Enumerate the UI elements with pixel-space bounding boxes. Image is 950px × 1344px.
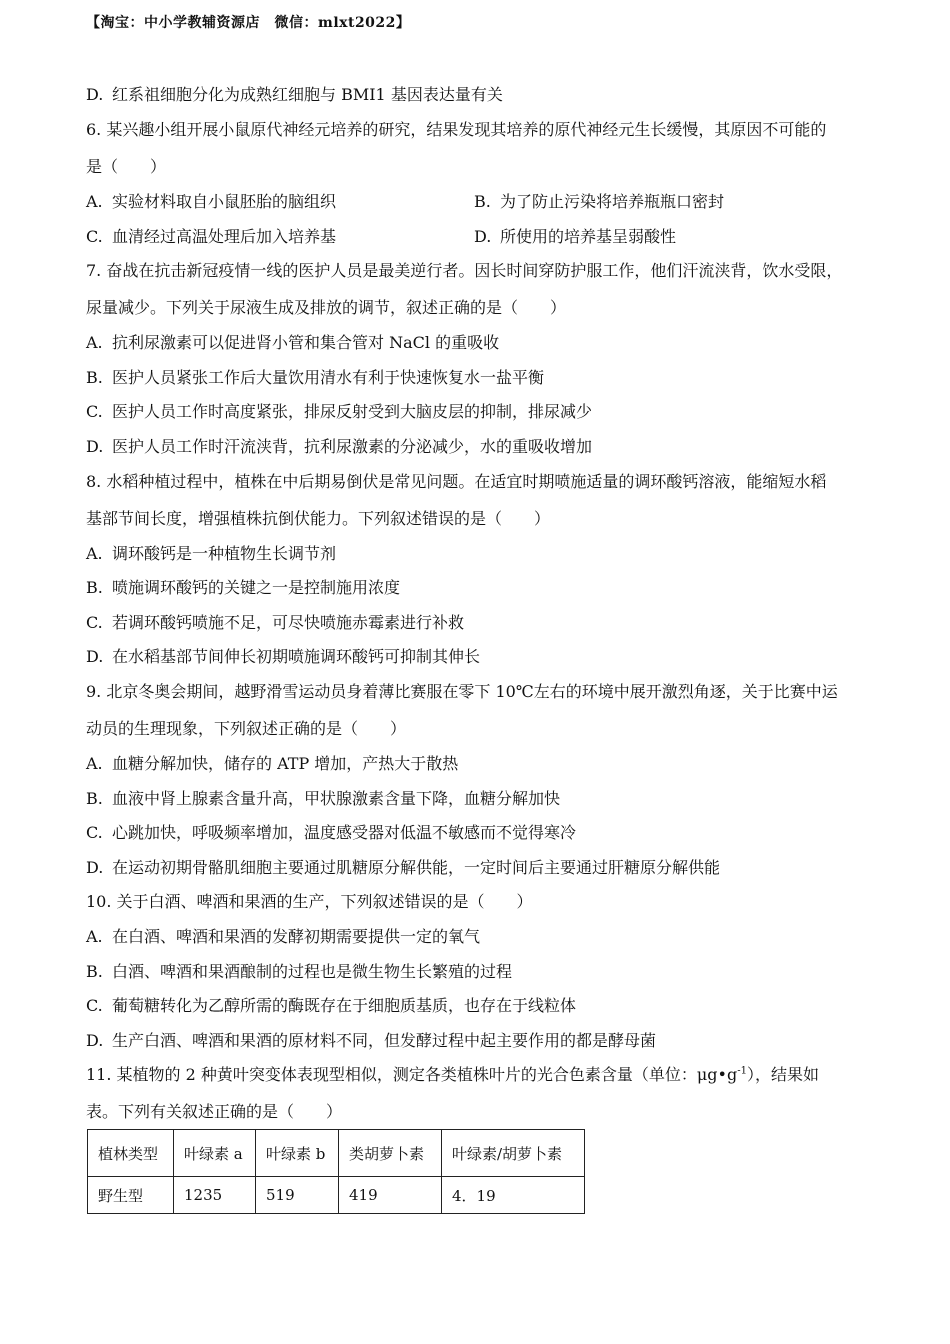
q9-stem-line2: 动员的生理现象，下列叙述正确的是（ ） xyxy=(86,719,407,738)
table-header-cell: 叶绿素 b xyxy=(256,1130,339,1177)
q6-stem-line2: 是（ ） xyxy=(86,157,167,176)
q7-stem-line2: 尿量减少。下列关于尿液生成及排放的调节，叙述正确的是（ ） xyxy=(86,298,567,317)
option-text: 白酒、啤酒和果酒酿制的过程也是微生物生长繁殖的过程 xyxy=(112,962,513,981)
table-row xyxy=(88,1177,585,1214)
table-header-cell: 植林类型 xyxy=(88,1130,174,1177)
table-cell: 1235 xyxy=(174,1177,256,1214)
q6-option-d xyxy=(474,224,676,247)
q10-option-d xyxy=(86,1028,656,1051)
option-letter: B. xyxy=(474,192,491,211)
q5-option-d xyxy=(86,82,503,105)
option-text: 在水稻基部节间伸长初期喷施调环酸钙可抑制其伸长 xyxy=(112,647,481,666)
option-letter: A. xyxy=(86,192,103,211)
option-text: 心跳加快，呼吸频率增加，温度感受器对低温不敏感而不觉得寒冷 xyxy=(112,823,577,842)
q11-unit-exponent: -1 xyxy=(737,1065,747,1077)
table-header-cell: 叶绿素/胡萝卜素 xyxy=(442,1130,585,1177)
option-text: 红系祖细胞分化为成熟红细胞与 BMI1 基因表达量有关 xyxy=(112,85,503,104)
q7-option-a xyxy=(86,330,499,353)
page-header-watermark: 【淘宝：中小学教辅资源店 微信：mlxt2022】 xyxy=(86,15,411,31)
q8-option-b xyxy=(86,575,400,598)
q8-stem-line2: 基部节间长度，增强植株抗倒伏能力。下列叙述错误的是（ ） xyxy=(86,509,551,528)
q7-option-b xyxy=(86,365,544,388)
option-letter: A. xyxy=(86,754,103,773)
option-text: 医护人员工作时汗流浃背，抗利尿激素的分泌减少，水的重吸收增加 xyxy=(112,437,593,456)
option-text: 血清经过高温处理后加入培养基 xyxy=(112,227,337,246)
option-letter: D. xyxy=(86,85,104,104)
q8-option-c xyxy=(86,610,464,633)
q9-option-b xyxy=(86,786,560,809)
q7-option-d xyxy=(86,434,592,457)
q11-stem-text-a: 11. 某植物的 2 种黄叶突变体表现型相似，测定各类植株叶片的光合色素含量（单位：μg•g xyxy=(86,1065,738,1084)
option-letter: C. xyxy=(86,996,103,1015)
q6-option-b xyxy=(474,189,724,212)
option-letter: C. xyxy=(86,402,103,421)
option-text: 抗利尿激素可以促进肾小管和集合管对 NaCl 的重吸收 xyxy=(112,333,500,352)
option-text: 血液中肾上腺素含量升高，甲状腺激素含量下降，血糖分解加快 xyxy=(112,789,561,808)
option-letter: D. xyxy=(86,647,104,666)
option-letter: B. xyxy=(86,962,103,981)
q7-option-c xyxy=(86,399,592,422)
q8-option-d xyxy=(86,644,480,667)
q8-stem-line1: 8. 水稻种植过程中，植株在中后期易倒伏是常见问题。在适宜时期喷施适量的调环酸钙溶液，能缩短水稻 xyxy=(86,472,827,491)
option-letter: C. xyxy=(86,823,103,842)
q10-option-a xyxy=(86,924,480,947)
option-letter: D. xyxy=(86,437,104,456)
option-letter: B. xyxy=(86,368,103,387)
q9-option-c xyxy=(86,820,576,843)
q10-option-b xyxy=(86,959,512,982)
q10-stem-line1: 10. 关于白酒、啤酒和果酒的生产，下列叙述错误的是（ ） xyxy=(86,892,533,911)
table-header-row xyxy=(88,1130,585,1177)
option-text: 实验材料取自小鼠胚胎的脑组织 xyxy=(112,192,337,211)
option-text: 葡萄糖转化为乙醇所需的酶既存在于细胞质基质，也存在于线粒体 xyxy=(112,996,577,1015)
table-header-cell: 叶绿素 a xyxy=(174,1130,256,1177)
option-text: 为了防止污染将培养瓶瓶口密封 xyxy=(500,192,725,211)
q11-stem-line2: 表。下列有关叙述正确的是（ ） xyxy=(86,1102,343,1121)
q8-option-a xyxy=(86,541,336,564)
table-cell: 野生型 xyxy=(88,1177,174,1214)
option-text: 所使用的培养基呈弱酸性 xyxy=(500,227,677,246)
option-text: 血糖分解加快，储存的 ATP 增加，产热大于散热 xyxy=(112,754,459,773)
option-letter: C. xyxy=(86,227,103,246)
option-letter: B. xyxy=(86,789,103,808)
option-letter: A. xyxy=(86,333,103,352)
q9-option-a xyxy=(86,751,458,774)
option-letter: A. xyxy=(86,927,103,946)
q11-stem-text-b: ），结果如 xyxy=(746,1065,819,1084)
option-text: 生产白酒、啤酒和果酒的原材料不同，但发酵过程中起主要作用的都是酵母菌 xyxy=(112,1031,657,1050)
pigment-table xyxy=(87,1129,585,1214)
q9-option-d xyxy=(86,855,720,878)
option-text: 在运动初期骨骼肌细胞主要通过肌糖原分解供能，一定时间后主要通过肝糖原分解供能 xyxy=(112,858,721,877)
q6-option-a xyxy=(86,189,336,212)
table-cell: 419 xyxy=(339,1177,442,1214)
q6-option-c xyxy=(86,224,336,247)
option-text: 调环酸钙是一种植物生长调节剂 xyxy=(112,544,337,563)
table-header-cell: 类胡萝卜素 xyxy=(339,1130,442,1177)
option-letter: B. xyxy=(86,578,103,597)
option-text: 医护人员紧张工作后大量饮用清水有利于快速恢复水一盐平衡 xyxy=(112,368,545,387)
q6-stem-line1: 6. 某兴趣小组开展小鼠原代神经元培养的研究，结果发现其培养的原代神经元生长缓慢，其原因不可能的 xyxy=(86,120,827,139)
option-letter: A. xyxy=(86,544,103,563)
option-text: 喷施调环酸钙的关键之一是控制施用浓度 xyxy=(112,578,401,597)
q9-stem-line1: 9. 北京冬奥会期间，越野滑雪运动员身着薄比赛服在零下 10℃左右的环境中展开激烈角逐，关于比赛中运 xyxy=(86,682,838,701)
table-cell: 519 xyxy=(256,1177,339,1214)
option-text: 若调环酸钙喷施不足，可尽快喷施赤霉素进行补救 xyxy=(112,613,465,632)
option-letter: D. xyxy=(86,858,104,877)
q10-option-c xyxy=(86,993,576,1016)
q7-stem-line1: 7. 奋战在抗击新冠疫情一线的医护人员是最美逆行者。因长时间穿防护服工作，他们汗流浃背，饮水受限， xyxy=(86,261,843,280)
table-cell: 4．19 xyxy=(442,1177,585,1214)
option-letter: D. xyxy=(474,227,492,246)
q11-stem-line1 xyxy=(86,1062,819,1085)
option-text: 医护人员工作时高度紧张，排尿反射受到大脑皮层的抑制，排尿减少 xyxy=(112,402,593,421)
option-letter: D. xyxy=(86,1031,104,1050)
option-letter: C. xyxy=(86,613,103,632)
option-text: 在白酒、啤酒和果酒的发酵初期需要提供一定的氧气 xyxy=(112,927,481,946)
